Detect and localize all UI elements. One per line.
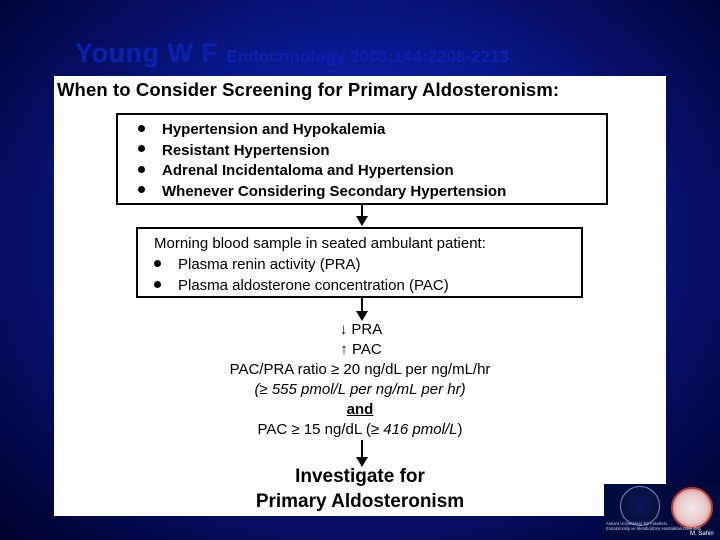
indication-item: Resistant Hypertension [138,141,606,162]
bullet-icon [138,145,145,152]
arrow-1 [356,205,368,226]
pra-criterion: ↓ PRA [339,321,383,338]
result-line: Primary Aldosteronism [255,491,465,512]
university-seal-icon [620,486,660,526]
bullet-icon [154,260,161,267]
pac-criterion: ↑ PAC [340,341,382,358]
logo-name: M. Sahin [690,531,714,537]
bullet-icon [138,186,145,193]
screening-criteria [54,320,666,440]
diagram-title: When to Consider Screening for Primary Aldosteronism: [57,79,560,100]
testing-item: Plasma aldosterone concentration (PAC) [154,275,581,296]
citation [75,38,509,78]
indication-item: Whenever Considering Secondary Hypertension [138,182,606,203]
testing-lead: Morning blood sample in seated ambulant patient: [154,235,486,252]
ratio-criterion: PAC/PRA ratio ≥ 20 ng/dL per ng/mL/hr [229,361,491,378]
flowchart-panel [54,76,666,516]
arrow-2 [356,298,368,321]
citation-author: Young W F [75,38,219,68]
indication-item: Adrenal Incidentaloma and Hypertension [138,161,606,182]
logo-caption: Ankara Universitesi Tip Fakultesi Endokrinoloji ve Metabolizma Hastaliklari Bilim Dali [606,521,701,531]
institution-logo [604,484,720,540]
ratio-si-units: (≥ 555 pmol/L per ng/mL per hr) [254,381,466,398]
bullet-icon [138,125,145,132]
testing-item: Plasma renin activity (PRA) [154,254,581,275]
result-line: Investigate for [295,466,425,487]
citation-journal: Endocrinology 2003;144:2208-2213 [226,47,509,66]
bullet-icon [154,281,161,288]
indications-box [116,113,608,205]
and-connector: and [346,401,374,418]
indication-item: Hypertension and Hypokalemia [138,120,606,141]
result-box [54,464,666,514]
arrow-3 [356,440,368,467]
bullet-icon [138,166,145,173]
pac-level-criterion: PAC ≥ 15 ng/dL (≥ 416 pmol/L) [257,421,463,438]
testing-box [136,227,583,298]
